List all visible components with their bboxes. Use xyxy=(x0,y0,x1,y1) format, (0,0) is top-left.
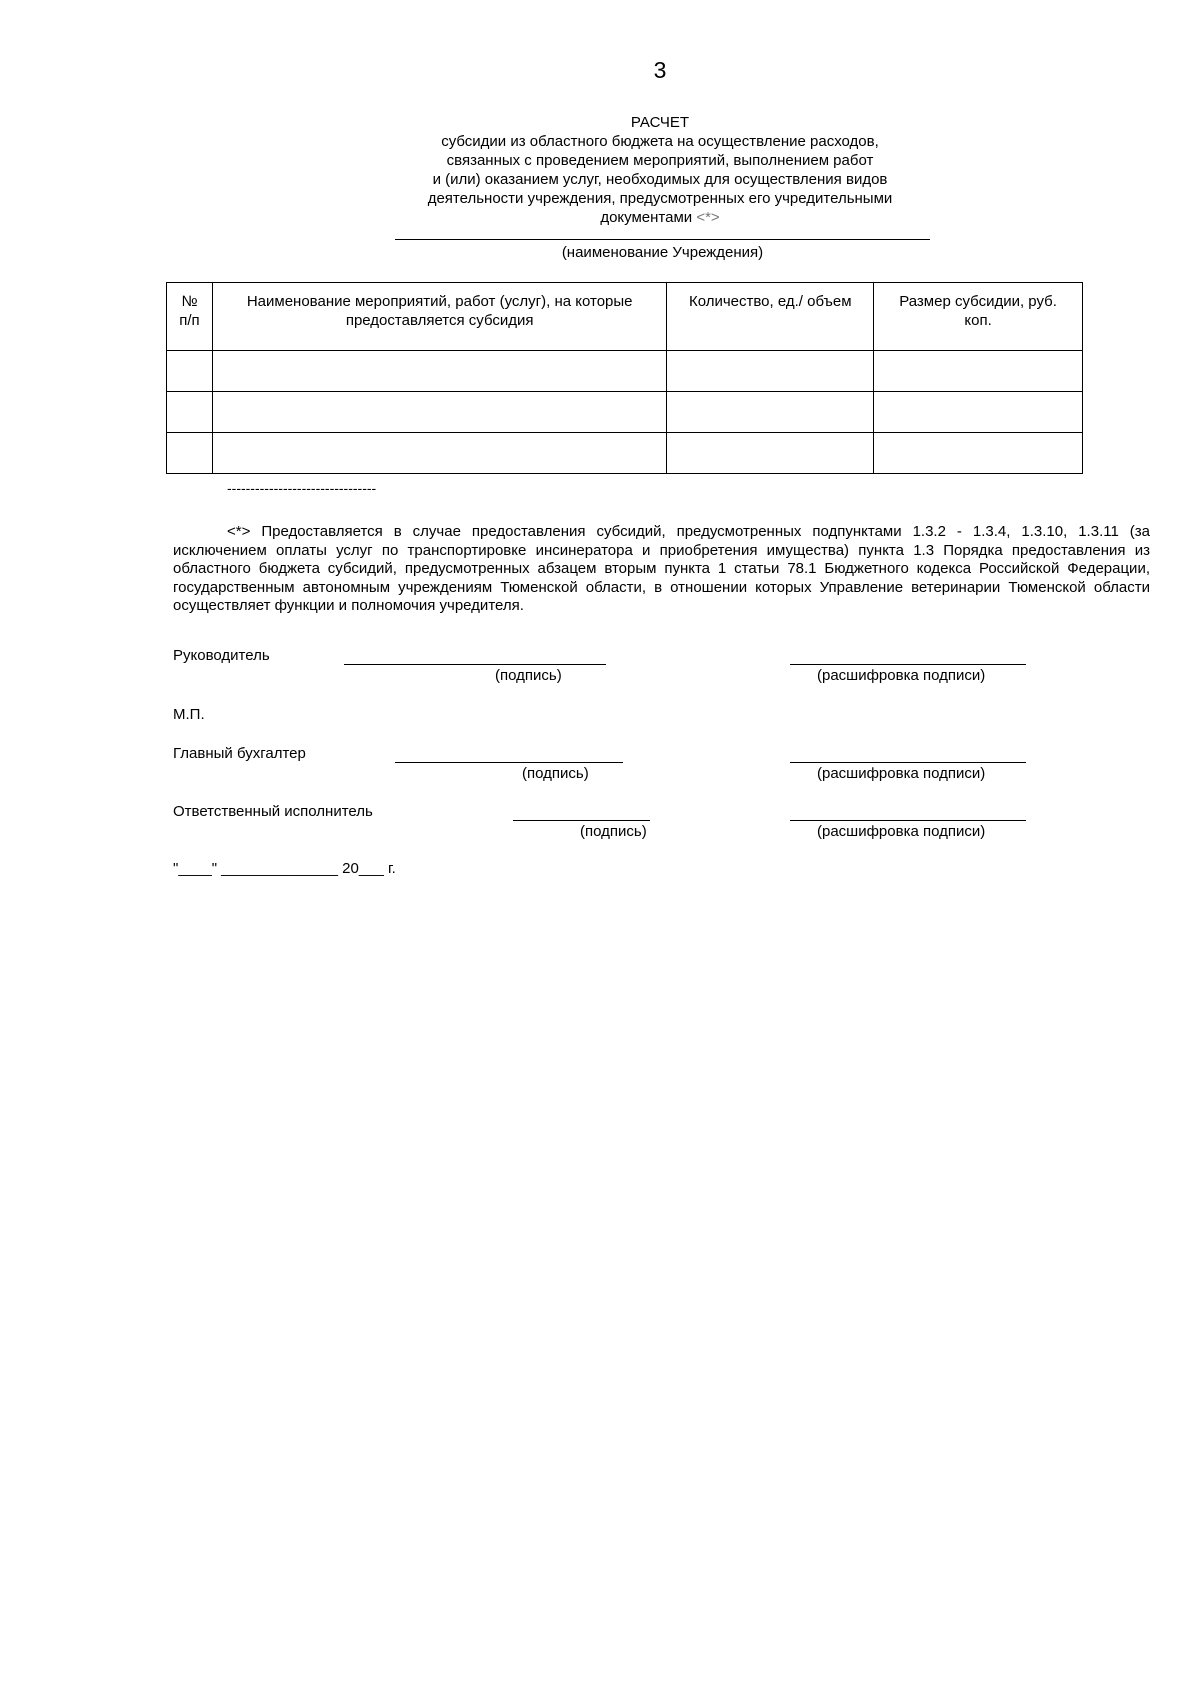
footnote-reference: <*> xyxy=(696,209,720,226)
executor-decoding-caption: (расшифровка подписи) xyxy=(817,823,986,840)
date-line: "____" ______________ 20___ г. xyxy=(173,860,396,877)
accountant-decoding-caption: (расшифровка подписи) xyxy=(817,765,986,782)
accountant-label: Главный бухгалтер xyxy=(173,745,306,762)
title-line-text: документами xyxy=(600,209,693,226)
cell-num xyxy=(167,433,213,474)
head-label: Руководитель xyxy=(173,647,270,664)
accountant-decoding-line xyxy=(790,762,1026,763)
executor-signature-line xyxy=(513,820,650,821)
title-line: деятельности учреждения, предусмотренных его учредительными xyxy=(427,190,893,207)
head-decoding-caption: (расшифровка подписи) xyxy=(817,667,986,684)
table-row xyxy=(167,351,1083,392)
head-signature-caption: (подпись) xyxy=(495,667,562,684)
accountant-signature-line xyxy=(395,762,623,763)
accountant-signature-caption: (подпись) xyxy=(522,765,589,782)
cell-name xyxy=(212,351,666,392)
seal-label: М.П. xyxy=(173,706,205,723)
cell-quantity xyxy=(667,433,874,474)
title-line-last xyxy=(395,208,925,227)
subsidy-table xyxy=(166,282,1083,474)
executor-signature-caption: (подпись) xyxy=(580,823,647,840)
cell-amount xyxy=(874,351,1083,392)
institution-caption: (наименование Учреждения) xyxy=(561,244,764,261)
header-num: № п/п xyxy=(167,283,213,351)
cell-quantity xyxy=(667,351,874,392)
title-line: и (или) оказанием услуг, необходимых для осуществления видов xyxy=(432,171,888,188)
cell-name xyxy=(212,433,666,474)
cell-quantity xyxy=(667,392,874,433)
executor-decoding-line xyxy=(790,820,1026,821)
cell-name xyxy=(212,392,666,433)
table-header-row xyxy=(167,283,1083,351)
cell-amount xyxy=(874,433,1083,474)
head-signature-line xyxy=(344,664,606,665)
institution-name-line xyxy=(395,239,930,240)
executor-label: Ответственный исполнитель xyxy=(173,803,373,820)
header-amount: Размер субсидии, руб. коп. xyxy=(874,283,1083,351)
cell-num xyxy=(167,351,213,392)
table-row xyxy=(167,392,1083,433)
title-line: субсидии из областного бюджета на осуществление расходов, xyxy=(441,133,879,150)
cell-num xyxy=(167,392,213,433)
head-decoding-line xyxy=(790,664,1026,665)
footnote-text: <*> Предоставляется в случае предоставления субсидий, предусмотренных подпунктами 1.3.2 - 1.3.4, 1.3.10, 1.3.11 (за исключением оплаты услуг по транспортировке инсинератора и приобретения имущества) пункта 1.3 Порядка предоставления из областного бюджета субсидий, предусмотренных абзацем вторым пункта 1 статьи 78.1 Бюджетного кодекса Российской Федерации, государственным автономным учреждениям Тюменской области, в отношении которых Управление ветеринарии Тюменской области осуществляет функции и полномочия учредителя. xyxy=(173,523,1150,614)
footnote-separator: -------------------------------- xyxy=(227,480,377,496)
title-heading: РАСЧЕТ xyxy=(630,114,690,131)
document-title xyxy=(395,113,925,227)
header-quantity: Количество, ед./ объем xyxy=(667,283,874,351)
title-line: связанных с проведением мероприятий, выполнением работ xyxy=(446,152,874,169)
cell-amount xyxy=(874,392,1083,433)
header-name: Наименование мероприятий, работ (услуг), на которые предоставляется субсидия xyxy=(212,283,666,351)
table-row xyxy=(167,433,1083,474)
page-number: 3 xyxy=(653,57,667,83)
